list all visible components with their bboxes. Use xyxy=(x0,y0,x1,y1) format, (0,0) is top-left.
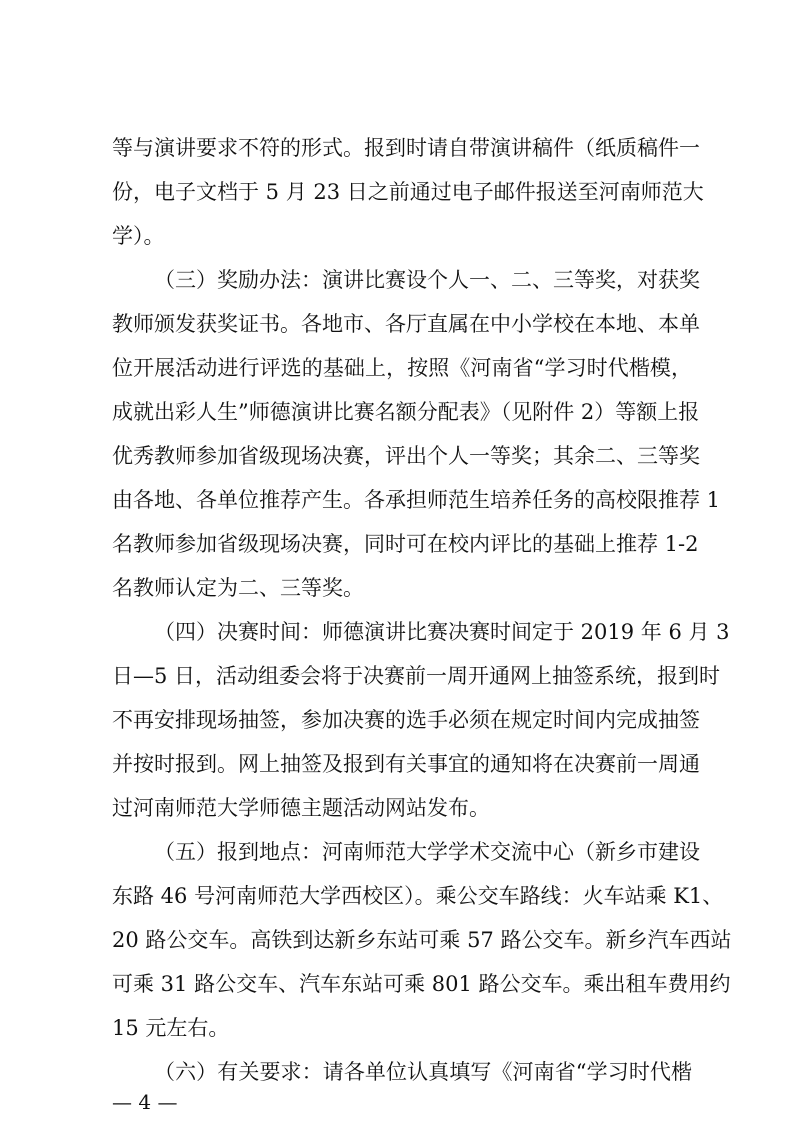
text-line-1: 等与演讲要求不符的形式。报到时请自带演讲稿件（纸质稿件一 xyxy=(112,136,700,160)
text-line-13: 日—5 日，活动组委会将于决赛前一周开通网上抽签系统，报到时 xyxy=(112,664,721,688)
text-line-18: 东路 46 号河南师范大学西校区）。乘公交车路线：火车站乘 K1、 xyxy=(112,884,724,908)
text-line-10: 名教师参加省级现场决赛，同时可在校内评比的基础上推荐 1-2 xyxy=(112,532,699,556)
text-line-11: 名教师认定为二、三等奖。 xyxy=(112,576,364,600)
text-line-17: （五）报到地点：河南师范大学学术交流中心（新乡市建设 xyxy=(154,840,700,864)
text-line-4: （三）奖励办法：演讲比赛设个人一、二、三等奖，对获奖 xyxy=(154,268,700,292)
text-line-3: 学）。 xyxy=(112,224,165,248)
text-line-2: 份，电子文档于 5 月 23 日之前通过电子邮件报送至河南师范大 xyxy=(112,180,704,204)
text-line-6: 位开展活动进行评选的基础上，按照《河南省“学习时代楷模， xyxy=(112,356,692,380)
page-number: — 4 — xyxy=(112,1090,178,1114)
text-line-12: （四）决赛时间：师德演讲比赛决赛时间定于 2019 年 6 月 3 xyxy=(154,620,730,644)
text-line-19: 20 路公交车。高铁到达新乡东站可乘 57 路公交车。新乡汽车西站 xyxy=(112,928,732,952)
text-line-9: 由各地、各单位推荐产生。各承担师范生培养任务的高校限推荐 1 xyxy=(112,488,721,512)
text-line-8: 优秀教师参加省级现场决赛，评出个人一等奖；其余二、三等奖 xyxy=(112,444,700,468)
text-line-7: 成就出彩人生”师德演讲比赛名额分配表》（见附件 2）等额上报 xyxy=(112,400,700,424)
text-line-20: 可乘 31 路公交车、汽车东站可乘 801 路公交车。乘出租车费用约 xyxy=(112,972,731,996)
text-line-14: 不再安排现场抽签，参加决赛的选手必须在规定时间内完成抽签 xyxy=(112,708,700,732)
text-line-16: 过河南师范大学师德主题活动网站发布。 xyxy=(112,796,490,820)
text-line-15: 并按时报到。网上抽签及报到有关事宜的通知将在决赛前一周通 xyxy=(112,752,700,776)
text-line-21: 15 元左右。 xyxy=(112,1016,230,1040)
text-line-5: 教师颁发获奖证书。各地市、各厅直属在中小学校在本地、本单 xyxy=(112,312,700,336)
text-line-22: （六）有关要求：请各单位认真填写《河南省“学习时代楷 xyxy=(154,1060,692,1084)
